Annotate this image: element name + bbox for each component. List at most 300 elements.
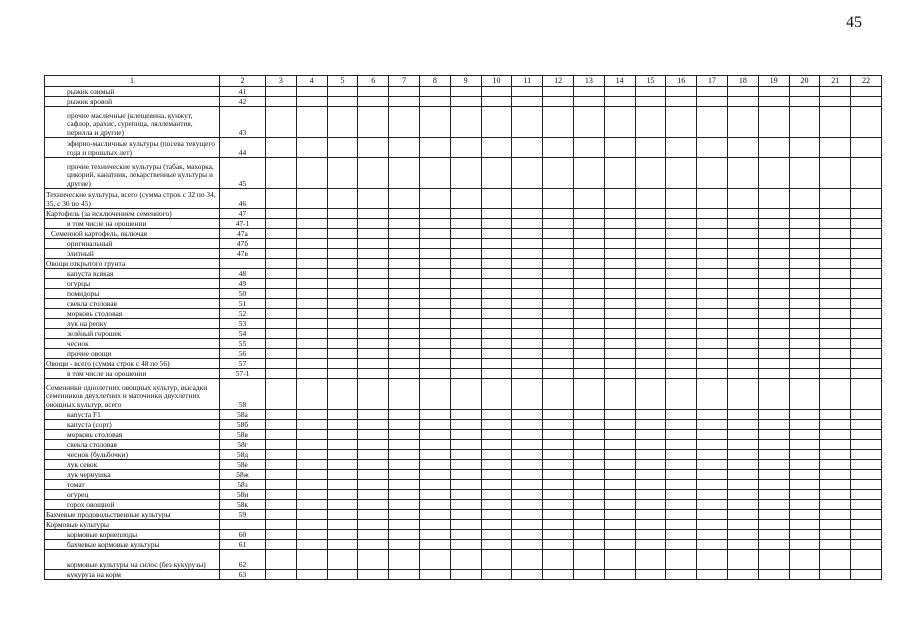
- data-cell[interactable]: [758, 138, 789, 158]
- data-cell[interactable]: [543, 420, 574, 430]
- data-cell[interactable]: [727, 540, 758, 550]
- data-cell[interactable]: [697, 259, 728, 269]
- data-cell[interactable]: [789, 550, 820, 570]
- data-cell[interactable]: [697, 209, 728, 219]
- data-cell[interactable]: [851, 530, 882, 540]
- data-cell[interactable]: [419, 530, 450, 540]
- data-cell[interactable]: [820, 460, 851, 470]
- data-cell[interactable]: [573, 329, 604, 339]
- data-cell[interactable]: [450, 138, 481, 158]
- data-cell[interactable]: [789, 138, 820, 158]
- data-cell[interactable]: [635, 259, 666, 269]
- data-cell[interactable]: [266, 259, 297, 269]
- data-cell[interactable]: [758, 209, 789, 219]
- data-cell[interactable]: [727, 480, 758, 490]
- data-cell[interactable]: [697, 480, 728, 490]
- data-cell[interactable]: [666, 480, 697, 490]
- data-cell[interactable]: [543, 319, 574, 329]
- data-cell[interactable]: [697, 460, 728, 470]
- data-cell[interactable]: [851, 570, 882, 580]
- data-cell[interactable]: [666, 189, 697, 209]
- data-cell[interactable]: [419, 440, 450, 450]
- data-cell[interactable]: [327, 490, 358, 500]
- data-cell[interactable]: [789, 87, 820, 97]
- data-cell[interactable]: [604, 249, 635, 259]
- data-cell[interactable]: [450, 107, 481, 138]
- data-cell[interactable]: [389, 480, 420, 490]
- data-cell[interactable]: [820, 520, 851, 530]
- data-cell[interactable]: [789, 107, 820, 138]
- data-cell[interactable]: [543, 369, 574, 379]
- data-cell[interactable]: [789, 319, 820, 329]
- data-cell[interactable]: [327, 289, 358, 299]
- data-cell[interactable]: [573, 440, 604, 450]
- data-cell[interactable]: [481, 450, 512, 460]
- data-cell[interactable]: [604, 319, 635, 329]
- data-cell[interactable]: [389, 249, 420, 259]
- data-cell[interactable]: [758, 369, 789, 379]
- data-cell[interactable]: [727, 319, 758, 329]
- data-cell[interactable]: [358, 329, 389, 339]
- data-cell[interactable]: [266, 510, 297, 520]
- data-cell[interactable]: [296, 239, 327, 249]
- data-cell[interactable]: [512, 540, 543, 550]
- data-cell[interactable]: [635, 239, 666, 249]
- data-cell[interactable]: [573, 138, 604, 158]
- data-cell[interactable]: [820, 189, 851, 209]
- data-cell[interactable]: [327, 430, 358, 440]
- data-cell[interactable]: [820, 299, 851, 309]
- data-cell[interactable]: [481, 158, 512, 189]
- data-cell[interactable]: [820, 209, 851, 219]
- data-cell[interactable]: [358, 97, 389, 107]
- data-cell[interactable]: [666, 440, 697, 450]
- data-cell[interactable]: [604, 87, 635, 97]
- data-cell[interactable]: [358, 229, 389, 239]
- data-cell[interactable]: [358, 138, 389, 158]
- data-cell[interactable]: [573, 550, 604, 570]
- data-cell[interactable]: [851, 430, 882, 440]
- data-cell[interactable]: [450, 570, 481, 580]
- data-cell[interactable]: [512, 530, 543, 540]
- data-cell[interactable]: [697, 440, 728, 450]
- data-cell[interactable]: [697, 500, 728, 510]
- data-cell[interactable]: [450, 259, 481, 269]
- data-cell[interactable]: [820, 379, 851, 410]
- data-cell[interactable]: [697, 510, 728, 520]
- data-cell[interactable]: [573, 450, 604, 460]
- data-cell[interactable]: [327, 299, 358, 309]
- data-cell[interactable]: [512, 420, 543, 430]
- data-cell[interactable]: [604, 460, 635, 470]
- data-cell[interactable]: [358, 309, 389, 319]
- data-cell[interactable]: [820, 490, 851, 500]
- data-cell[interactable]: [820, 420, 851, 430]
- data-cell[interactable]: [327, 359, 358, 369]
- data-cell[interactable]: [758, 309, 789, 319]
- data-cell[interactable]: [758, 107, 789, 138]
- data-cell[interactable]: [543, 309, 574, 319]
- data-cell[interactable]: [851, 440, 882, 450]
- data-cell[interactable]: [851, 158, 882, 189]
- data-cell[interactable]: [327, 460, 358, 470]
- data-cell[interactable]: [573, 239, 604, 249]
- data-cell[interactable]: [358, 430, 389, 440]
- data-cell[interactable]: [296, 450, 327, 460]
- data-cell[interactable]: [296, 269, 327, 279]
- data-cell[interactable]: [419, 450, 450, 460]
- data-cell[interactable]: [450, 359, 481, 369]
- data-cell[interactable]: [266, 450, 297, 460]
- data-cell[interactable]: [481, 510, 512, 520]
- data-cell[interactable]: [727, 440, 758, 450]
- data-cell[interactable]: [543, 249, 574, 259]
- data-cell[interactable]: [851, 229, 882, 239]
- data-cell[interactable]: [358, 379, 389, 410]
- data-cell[interactable]: [666, 239, 697, 249]
- data-cell[interactable]: [512, 490, 543, 500]
- data-cell[interactable]: [358, 269, 389, 279]
- data-cell[interactable]: [727, 450, 758, 460]
- data-cell[interactable]: [450, 500, 481, 510]
- data-cell[interactable]: [697, 540, 728, 550]
- data-cell[interactable]: [450, 349, 481, 359]
- data-cell[interactable]: [419, 550, 450, 570]
- data-cell[interactable]: [512, 369, 543, 379]
- data-cell[interactable]: [789, 490, 820, 500]
- data-cell[interactable]: [450, 319, 481, 329]
- data-cell[interactable]: [481, 229, 512, 239]
- data-cell[interactable]: [820, 570, 851, 580]
- data-cell[interactable]: [635, 440, 666, 450]
- data-cell[interactable]: [604, 219, 635, 229]
- data-cell[interactable]: [266, 319, 297, 329]
- data-cell[interactable]: [758, 440, 789, 450]
- data-cell[interactable]: [512, 570, 543, 580]
- data-cell[interactable]: [573, 420, 604, 430]
- data-cell[interactable]: [604, 158, 635, 189]
- data-cell[interactable]: [389, 329, 420, 339]
- data-cell[interactable]: [543, 530, 574, 540]
- data-cell[interactable]: [820, 289, 851, 299]
- data-cell[interactable]: [327, 329, 358, 339]
- data-cell[interactable]: [573, 319, 604, 329]
- data-cell[interactable]: [296, 339, 327, 349]
- data-cell[interactable]: [851, 540, 882, 550]
- data-cell[interactable]: [512, 450, 543, 460]
- data-cell[interactable]: [666, 289, 697, 299]
- data-cell[interactable]: [389, 570, 420, 580]
- data-cell[interactable]: [543, 229, 574, 239]
- data-cell[interactable]: [573, 349, 604, 359]
- data-cell[interactable]: [820, 329, 851, 339]
- data-cell[interactable]: [358, 87, 389, 97]
- data-cell[interactable]: [512, 97, 543, 107]
- data-cell[interactable]: [697, 379, 728, 410]
- data-cell[interactable]: [543, 490, 574, 500]
- data-cell[interactable]: [266, 379, 297, 410]
- data-cell[interactable]: [666, 470, 697, 480]
- data-cell[interactable]: [296, 530, 327, 540]
- data-cell[interactable]: [727, 269, 758, 279]
- data-cell[interactable]: [358, 189, 389, 209]
- data-cell[interactable]: [419, 339, 450, 349]
- data-cell[interactable]: [419, 138, 450, 158]
- data-cell[interactable]: [851, 339, 882, 349]
- data-cell[interactable]: [481, 209, 512, 219]
- data-cell[interactable]: [758, 540, 789, 550]
- data-cell[interactable]: [666, 450, 697, 460]
- data-cell[interactable]: [358, 289, 389, 299]
- data-cell[interactable]: [327, 520, 358, 530]
- data-cell[interactable]: [450, 379, 481, 410]
- data-cell[interactable]: [604, 540, 635, 550]
- data-cell[interactable]: [450, 249, 481, 259]
- data-cell[interactable]: [450, 329, 481, 339]
- data-cell[interactable]: [573, 87, 604, 97]
- data-cell[interactable]: [296, 359, 327, 369]
- data-cell[interactable]: [450, 97, 481, 107]
- data-cell[interactable]: [820, 339, 851, 349]
- data-cell[interactable]: [666, 490, 697, 500]
- data-cell[interactable]: [789, 279, 820, 289]
- data-cell[interactable]: [543, 138, 574, 158]
- data-cell[interactable]: [296, 420, 327, 430]
- data-cell[interactable]: [851, 500, 882, 510]
- data-cell[interactable]: [727, 138, 758, 158]
- data-cell[interactable]: [666, 259, 697, 269]
- data-cell[interactable]: [266, 138, 297, 158]
- data-cell[interactable]: [758, 520, 789, 530]
- data-cell[interactable]: [419, 570, 450, 580]
- data-cell[interactable]: [758, 420, 789, 430]
- data-cell[interactable]: [543, 510, 574, 520]
- data-cell[interactable]: [296, 550, 327, 570]
- data-cell[interactable]: [789, 379, 820, 410]
- data-cell[interactable]: [573, 97, 604, 107]
- data-cell[interactable]: [543, 460, 574, 470]
- data-cell[interactable]: [481, 87, 512, 97]
- data-cell[interactable]: [512, 229, 543, 239]
- data-cell[interactable]: [789, 349, 820, 359]
- data-cell[interactable]: [666, 209, 697, 219]
- data-cell[interactable]: [851, 359, 882, 369]
- data-cell[interactable]: [543, 107, 574, 138]
- data-cell[interactable]: [851, 269, 882, 279]
- data-cell[interactable]: [604, 450, 635, 460]
- data-cell[interactable]: [758, 259, 789, 269]
- data-cell[interactable]: [327, 540, 358, 550]
- data-cell[interactable]: [851, 510, 882, 520]
- data-cell[interactable]: [512, 440, 543, 450]
- data-cell[interactable]: [481, 420, 512, 430]
- data-cell[interactable]: [573, 229, 604, 239]
- data-cell[interactable]: [604, 269, 635, 279]
- data-cell[interactable]: [389, 229, 420, 239]
- data-cell[interactable]: [512, 410, 543, 420]
- data-cell[interactable]: [327, 349, 358, 359]
- data-cell[interactable]: [635, 189, 666, 209]
- data-cell[interactable]: [666, 97, 697, 107]
- data-cell[interactable]: [481, 410, 512, 420]
- data-cell[interactable]: [820, 510, 851, 520]
- data-cell[interactable]: [543, 279, 574, 289]
- data-cell[interactable]: [604, 349, 635, 359]
- data-cell[interactable]: [697, 289, 728, 299]
- data-cell[interactable]: [266, 329, 297, 339]
- data-cell[interactable]: [604, 97, 635, 107]
- data-cell[interactable]: [481, 379, 512, 410]
- data-cell[interactable]: [419, 229, 450, 239]
- data-cell[interactable]: [358, 259, 389, 269]
- data-cell[interactable]: [573, 189, 604, 209]
- data-cell[interactable]: [419, 480, 450, 490]
- data-cell[interactable]: [358, 550, 389, 570]
- data-cell[interactable]: [758, 410, 789, 420]
- data-cell[interactable]: [419, 520, 450, 530]
- data-cell[interactable]: [296, 189, 327, 209]
- data-cell[interactable]: [296, 349, 327, 359]
- data-cell[interactable]: [450, 229, 481, 239]
- data-cell[interactable]: [296, 379, 327, 410]
- data-cell[interactable]: [512, 107, 543, 138]
- data-cell[interactable]: [573, 158, 604, 189]
- data-cell[interactable]: [697, 339, 728, 349]
- data-cell[interactable]: [419, 279, 450, 289]
- data-cell[interactable]: [389, 540, 420, 550]
- data-cell[interactable]: [266, 339, 297, 349]
- data-cell[interactable]: [543, 289, 574, 299]
- data-cell[interactable]: [296, 107, 327, 138]
- data-cell[interactable]: [727, 500, 758, 510]
- data-cell[interactable]: [543, 339, 574, 349]
- data-cell[interactable]: [450, 279, 481, 289]
- data-cell[interactable]: [389, 460, 420, 470]
- data-cell[interactable]: [635, 480, 666, 490]
- data-cell[interactable]: [358, 107, 389, 138]
- data-cell[interactable]: [389, 209, 420, 219]
- data-cell[interactable]: [358, 279, 389, 289]
- data-cell[interactable]: [327, 97, 358, 107]
- data-cell[interactable]: [512, 480, 543, 490]
- data-cell[interactable]: [543, 440, 574, 450]
- data-cell[interactable]: [727, 460, 758, 470]
- data-cell[interactable]: [604, 369, 635, 379]
- data-cell[interactable]: [327, 570, 358, 580]
- data-cell[interactable]: [727, 309, 758, 319]
- data-cell[interactable]: [327, 339, 358, 349]
- data-cell[interactable]: [327, 379, 358, 410]
- data-cell[interactable]: [543, 239, 574, 249]
- data-cell[interactable]: [358, 450, 389, 460]
- data-cell[interactable]: [419, 540, 450, 550]
- data-cell[interactable]: [543, 379, 574, 410]
- data-cell[interactable]: [512, 158, 543, 189]
- data-cell[interactable]: [820, 470, 851, 480]
- data-cell[interactable]: [666, 309, 697, 319]
- data-cell[interactable]: [296, 279, 327, 289]
- data-cell[interactable]: [543, 500, 574, 510]
- data-cell[interactable]: [820, 249, 851, 259]
- data-cell[interactable]: [296, 138, 327, 158]
- data-cell[interactable]: [543, 570, 574, 580]
- data-cell[interactable]: [419, 410, 450, 420]
- data-cell[interactable]: [358, 420, 389, 430]
- data-cell[interactable]: [266, 97, 297, 107]
- data-cell[interactable]: [697, 420, 728, 430]
- data-cell[interactable]: [512, 349, 543, 359]
- data-cell[interactable]: [604, 189, 635, 209]
- data-cell[interactable]: [851, 209, 882, 219]
- data-cell[interactable]: [697, 97, 728, 107]
- data-cell[interactable]: [666, 138, 697, 158]
- data-cell[interactable]: [727, 229, 758, 239]
- data-cell[interactable]: [389, 550, 420, 570]
- data-cell[interactable]: [573, 107, 604, 138]
- data-cell[interactable]: [573, 209, 604, 219]
- data-cell[interactable]: [573, 490, 604, 500]
- data-cell[interactable]: [758, 500, 789, 510]
- data-cell[interactable]: [296, 369, 327, 379]
- data-cell[interactable]: [419, 500, 450, 510]
- data-cell[interactable]: [758, 319, 789, 329]
- data-cell[interactable]: [666, 279, 697, 289]
- data-cell[interactable]: [820, 500, 851, 510]
- data-cell[interactable]: [604, 329, 635, 339]
- data-cell[interactable]: [389, 259, 420, 269]
- data-cell[interactable]: [543, 158, 574, 189]
- data-cell[interactable]: [512, 279, 543, 289]
- data-cell[interactable]: [635, 269, 666, 279]
- data-cell[interactable]: [666, 540, 697, 550]
- data-cell[interactable]: [789, 269, 820, 279]
- data-cell[interactable]: [573, 530, 604, 540]
- data-cell[interactable]: [758, 329, 789, 339]
- data-cell[interactable]: [358, 339, 389, 349]
- data-cell[interactable]: [820, 107, 851, 138]
- data-cell[interactable]: [296, 158, 327, 189]
- data-cell[interactable]: [573, 460, 604, 470]
- data-cell[interactable]: [789, 289, 820, 299]
- data-cell[interactable]: [358, 570, 389, 580]
- data-cell[interactable]: [697, 107, 728, 138]
- data-cell[interactable]: [604, 410, 635, 420]
- data-cell[interactable]: [789, 219, 820, 229]
- data-cell[interactable]: [666, 430, 697, 440]
- data-cell[interactable]: [512, 209, 543, 219]
- data-cell[interactable]: [666, 570, 697, 580]
- data-cell[interactable]: [419, 249, 450, 259]
- data-cell[interactable]: [789, 500, 820, 510]
- data-cell[interactable]: [604, 480, 635, 490]
- data-cell[interactable]: [789, 158, 820, 189]
- data-cell[interactable]: [450, 369, 481, 379]
- data-cell[interactable]: [635, 430, 666, 440]
- data-cell[interactable]: [789, 480, 820, 490]
- data-cell[interactable]: [450, 158, 481, 189]
- data-cell[interactable]: [327, 269, 358, 279]
- data-cell[interactable]: [450, 480, 481, 490]
- data-cell[interactable]: [296, 319, 327, 329]
- data-cell[interactable]: [481, 107, 512, 138]
- data-cell[interactable]: [666, 530, 697, 540]
- data-cell[interactable]: [481, 269, 512, 279]
- data-cell[interactable]: [327, 107, 358, 138]
- data-cell[interactable]: [481, 279, 512, 289]
- data-cell[interactable]: [450, 450, 481, 460]
- data-cell[interactable]: [604, 550, 635, 570]
- data-cell[interactable]: [635, 359, 666, 369]
